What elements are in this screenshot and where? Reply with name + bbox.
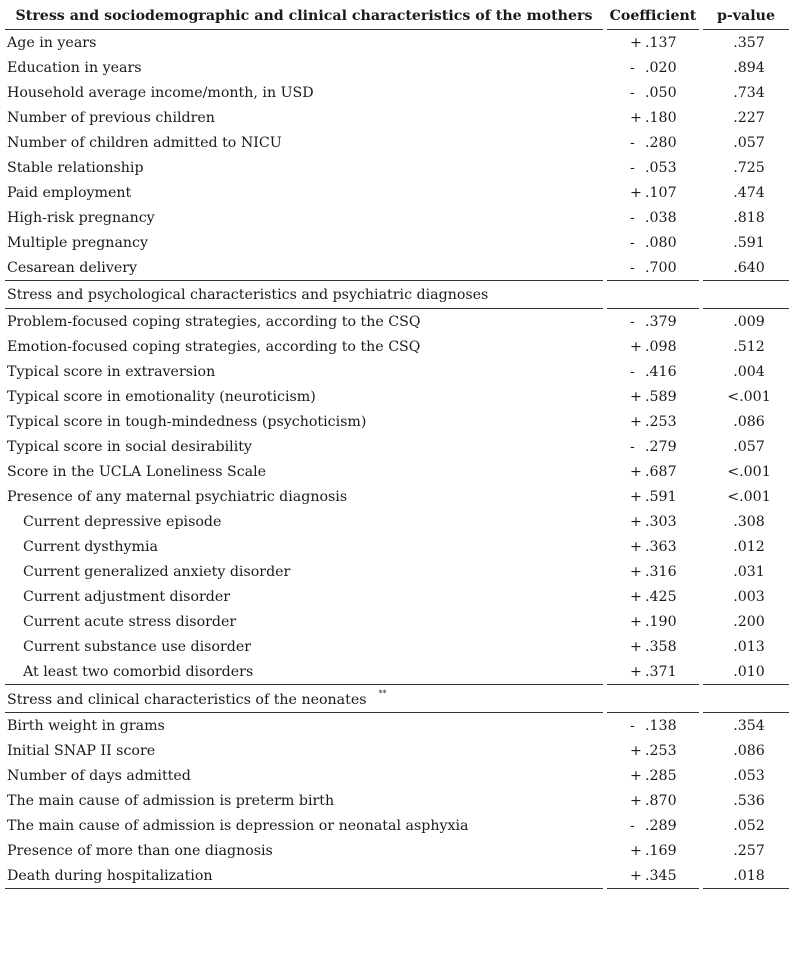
coefficient-cell [605,559,701,584]
coefficient-cell [605,309,701,335]
row-label: Current generalized anxiety disorder [5,559,605,584]
p-value-cell: .536 [733,792,765,809]
table-row [5,484,789,509]
row-label: Number of previous children [5,105,605,130]
row-label: Number of children admitted to NICU [5,130,605,155]
table-row [5,813,789,838]
coefficient-sign: + [630,413,642,430]
row-label: Presence of more than one diagnosis [5,838,605,863]
section-title: Stress and clinical characteristics of the neonates [7,692,367,708]
coefficient-value: .253 [645,413,677,430]
coefficient-cell [605,509,701,534]
table-row [5,105,789,130]
coefficient-sign: + [630,867,642,884]
coefficient-cell [605,205,701,230]
coefficient-cell [605,584,701,609]
results-table-container [5,3,789,889]
section-header-row [5,281,789,309]
section-header-row [5,685,789,713]
p-value-cell: .057 [733,438,765,455]
table-row [5,459,789,484]
coefficient-cell [605,155,701,180]
coefficient-value: .138 [645,717,677,734]
p-value-cell: .010 [733,663,765,680]
p-value-cell: .227 [733,109,765,126]
table-row [5,738,789,763]
coefficient-sign: + [630,338,642,355]
p-value-cell: .057 [733,134,765,151]
table-row [5,659,789,685]
row-label: The main cause of admission is depression or neonatal asphyxia [5,813,605,838]
table-row [5,434,789,459]
row-label: Current dysthymia [5,534,605,559]
table-row [5,230,789,255]
coefficient-value: .180 [645,109,677,126]
coefficient-value: .358 [645,638,677,655]
table-row [5,30,789,56]
row-label: Typical score in emotionality (neuroticism) [5,384,605,409]
coefficient-cell [605,484,701,509]
table-row [5,80,789,105]
table-row [5,155,789,180]
coefficient-value: .371 [645,663,677,680]
header-p-value: p-value [701,3,789,30]
p-value-cell: .357 [733,34,765,51]
coefficient-value: .280 [645,134,677,151]
p-value-cell: .640 [733,259,765,276]
coefficient-sign: + [630,742,642,759]
p-value-cell: .474 [733,184,765,201]
row-label: Emotion-focused coping strategies, according to the CSQ [5,334,605,359]
coefficient-sign: - [630,717,635,734]
coefficient-value: .253 [645,742,677,759]
table-row [5,309,789,335]
p-value-cell: .004 [733,363,765,380]
p-value-cell: .018 [701,863,789,889]
section-footnote-marker: ** [378,689,387,698]
table-row [5,55,789,80]
coefficient-value: .053 [645,159,677,176]
p-value-cell: <.001 [727,488,771,505]
row-label: Number of days admitted [5,763,605,788]
p-value-cell: .725 [733,159,765,176]
row-label: Education in years [5,55,605,80]
coefficient-value: .589 [645,388,677,405]
p-value-cell: .734 [733,84,765,101]
coefficient-cell [605,80,701,105]
coefficient-value: .687 [645,463,677,480]
coefficient-sign: + [630,563,642,580]
row-label: Problem-focused coping strategies, according to the CSQ [5,309,605,335]
coefficient-value: .038 [645,209,677,226]
coefficient-sign: + [630,842,642,859]
p-value-cell: .591 [733,234,765,251]
coefficient-sign: + [630,34,642,51]
coefficient-sign: + [630,638,642,655]
section-title-cell [5,685,789,713]
coefficient-cell [605,30,701,56]
coefficient-value: .289 [645,817,677,834]
coefficient-value: .379 [645,313,677,330]
coefficient-cell [605,659,701,685]
coefficient-value: .279 [645,438,677,455]
coefficient-cell [605,634,701,659]
coefficient-cell [605,384,701,409]
p-value-cell: .257 [733,842,765,859]
coefficient-sign: - [630,817,635,834]
row-label: Age in years [5,30,605,56]
coefficient-cell [605,609,701,634]
coefficient-sign: + [630,588,642,605]
header-characteristics: Stress and sociodemographic and clinical characteristics of the mothers [5,3,605,30]
p-value-cell: .003 [733,588,765,605]
row-label: Typical score in extraversion [5,359,605,384]
coefficient-value: .137 [645,34,677,51]
coefficient-cell [605,359,701,384]
coefficient-sign: - [630,259,635,276]
coefficient-value: .425 [645,588,677,605]
coefficient-sign: - [630,84,635,101]
coefficient-cell [605,230,701,255]
coefficient-cell [605,713,701,739]
coefficient-value: .107 [645,184,677,201]
coefficient-value: .316 [645,563,677,580]
coefficient-sign: + [630,388,642,405]
coefficient-sign: + [630,513,642,530]
table-row [5,559,789,584]
table-row [5,634,789,659]
row-label: Current acute stress disorder [5,609,605,634]
coefficient-sign: - [630,363,635,380]
p-value-cell: .013 [733,638,765,655]
coefficient-cell [605,459,701,484]
row-label: Typical score in social desirability [5,434,605,459]
coefficient-cell [605,738,701,763]
row-label: Current depressive episode [5,509,605,534]
coefficient-value: .345 [645,867,677,884]
row-label: Paid employment [5,180,605,205]
coefficient-sign: - [630,59,635,76]
p-value-cell: .894 [733,59,765,76]
coefficient-sign: - [630,134,635,151]
coefficient-value: .591 [645,488,677,505]
coefficient-sign: + [630,538,642,555]
table-row [5,334,789,359]
p-value-cell: .200 [733,613,765,630]
row-label: High-risk pregnancy [5,205,605,230]
coefficient-sign: - [630,234,635,251]
table-body [5,30,789,889]
table-row [5,205,789,230]
coefficient-sign: + [630,184,642,201]
coefficient-sign: + [630,488,642,505]
p-value-cell: .818 [733,209,765,226]
row-label: Current adjustment disorder [5,584,605,609]
coefficient-value: .870 [645,792,677,809]
p-value-cell: .086 [733,742,765,759]
table-row [5,384,789,409]
table-row [5,255,789,281]
coefficient-cell [605,534,701,559]
row-label: Birth weight in grams [5,713,605,739]
coefficient-sign: + [630,463,642,480]
row-label: Multiple pregnancy [5,230,605,255]
coefficient-cell [605,255,701,281]
row-label: Score in the UCLA Loneliness Scale [5,459,605,484]
row-label: Initial SNAP II score [5,738,605,763]
coefficient-cell [605,838,701,863]
coefficient-value: .169 [645,842,677,859]
header-row [5,3,789,30]
table-row [5,130,789,155]
row-label: Presence of any maternal psychiatric diagnosis [5,484,605,509]
coefficient-value: .303 [645,513,677,530]
p-value-cell: .308 [733,513,765,530]
coefficient-cell [605,763,701,788]
coefficient-cell [605,813,701,838]
coefficient-sign: - [630,159,635,176]
coefficient-value: .416 [645,363,677,380]
coefficient-sign: - [630,438,635,455]
coefficient-sign: + [630,109,642,126]
table-row [5,359,789,384]
p-value-cell: .512 [733,338,765,355]
row-label: Household average income/month, in USD [5,80,605,105]
section-title-cell [5,281,789,309]
table-row [5,509,789,534]
p-value-cell: .052 [733,817,765,834]
coefficient-sign: + [630,663,642,680]
table-row [5,180,789,205]
p-value-cell: <.001 [727,463,771,480]
row-label: Stable relationship [5,155,605,180]
coefficient-sign: + [630,613,642,630]
table-row [5,788,789,813]
p-value-cell: .053 [733,767,765,784]
coefficient-value: .700 [645,259,677,276]
coefficient-value: .020 [645,59,677,76]
coefficient-value: .080 [645,234,677,251]
table-row [5,534,789,559]
coefficient-sign: + [630,792,642,809]
coefficient-cell [605,180,701,205]
table-row [5,409,789,434]
coefficient-sign: - [630,209,635,226]
table-row [5,763,789,788]
table-row [5,713,789,739]
p-value-cell: <.001 [727,388,771,405]
p-value-cell: .031 [733,563,765,580]
coefficient-value: .285 [645,767,677,784]
coefficient-value: .050 [645,84,677,101]
coefficient-cell [605,863,701,889]
row-label: Current substance use disorder [5,634,605,659]
p-value-cell: .009 [733,313,765,330]
coefficient-sign: + [630,767,642,784]
coefficient-value: .190 [645,613,677,630]
row-label: At least two comorbid disorders [5,659,605,685]
row-label: Cesarean delivery [5,255,605,281]
coefficient-cell [605,334,701,359]
row-label: Typical score in tough-mindedness (psychoticism) [5,409,605,434]
coefficient-value: .363 [645,538,677,555]
table-row [5,838,789,863]
row-label: Death during hospitalization [5,863,605,889]
coefficient-cell [605,434,701,459]
table-row [5,609,789,634]
table-row [5,863,789,889]
coefficient-cell [605,409,701,434]
table-row [5,584,789,609]
p-value-cell: .086 [733,413,765,430]
coefficient-cell [605,105,701,130]
coefficient-cell [605,788,701,813]
coefficient-value: .098 [645,338,677,355]
coefficient-cell [605,130,701,155]
coefficient-sign: - [630,313,635,330]
p-value-cell: .354 [733,717,765,734]
section-title: Stress and psychological characteristics and psychiatric diagnoses [7,286,489,303]
p-value-cell: .012 [733,538,765,555]
correlation-table [5,3,789,889]
header-coefficient: Coefficient [605,3,701,30]
coefficient-cell [605,55,701,80]
row-label: The main cause of admission is preterm birth [5,788,605,813]
